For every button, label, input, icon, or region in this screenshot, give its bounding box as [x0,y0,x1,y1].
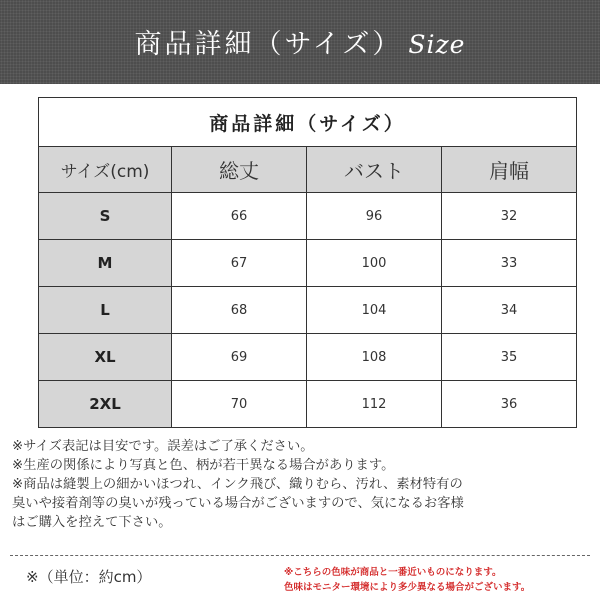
banner-script-text: Size [408,30,466,59]
column-header-shoulder: 肩幅 [442,147,577,193]
color-note-line: ※こちらの色味が商品と一番近いものになります。 [284,567,502,578]
color-note-line: 色味はモニター環境により多少異なる場合がございます。 [284,582,531,593]
table-row [39,287,577,334]
size-table [38,97,577,428]
size-label: 2XL [39,381,172,428]
length-value: 70 [172,381,307,428]
shoulder-value: 36 [442,381,577,428]
bust-value: 100 [307,240,442,287]
column-header-bust: バスト [307,147,442,193]
unit-note: ※（単位：約cm） [26,568,152,586]
notes-block [12,437,592,532]
color-note [284,565,590,595]
size-label: M [39,240,172,287]
table-row [39,240,577,287]
banner-title-text: 商品詳細（サイズ） [134,29,403,60]
dashed-divider [10,555,590,556]
table-caption: 商品詳細（サイズ） [39,98,577,147]
banner-title [0,22,600,61]
bust-value: 112 [307,381,442,428]
table-header-row [39,147,577,193]
title-banner [0,0,600,84]
table-row [39,193,577,240]
size-label: S [39,193,172,240]
note-line: はご購入を控えて下さい。 [12,515,172,530]
shoulder-value: 35 [442,334,577,381]
size-label: XL [39,334,172,381]
shoulder-value: 32 [442,193,577,240]
bust-value: 96 [307,193,442,240]
bust-value: 108 [307,334,442,381]
bust-value: 104 [307,287,442,334]
length-value: 67 [172,240,307,287]
column-header-length: 総丈 [172,147,307,193]
note-line: ※サイズ表記は目安です。誤差はご了承ください。 [12,439,314,454]
length-value: 66 [172,193,307,240]
table-row [39,381,577,428]
size-label: L [39,287,172,334]
length-value: 69 [172,334,307,381]
shoulder-value: 33 [442,240,577,287]
length-value: 68 [172,287,307,334]
table-row [39,334,577,381]
note-line: ※生産の関係により写真と色、柄が若干異なる場合があります。 [12,458,395,473]
column-header-size: サイズ(cm) [39,147,172,193]
note-line: ※商品は縫製上の細かいほつれ、インク飛び、織りむら、汚れ、素材特有の [12,477,463,492]
note-line: 臭いや接着剤等の臭いが残っている場合がございますので、気になるお客様 [12,496,464,511]
shoulder-value: 34 [442,287,577,334]
